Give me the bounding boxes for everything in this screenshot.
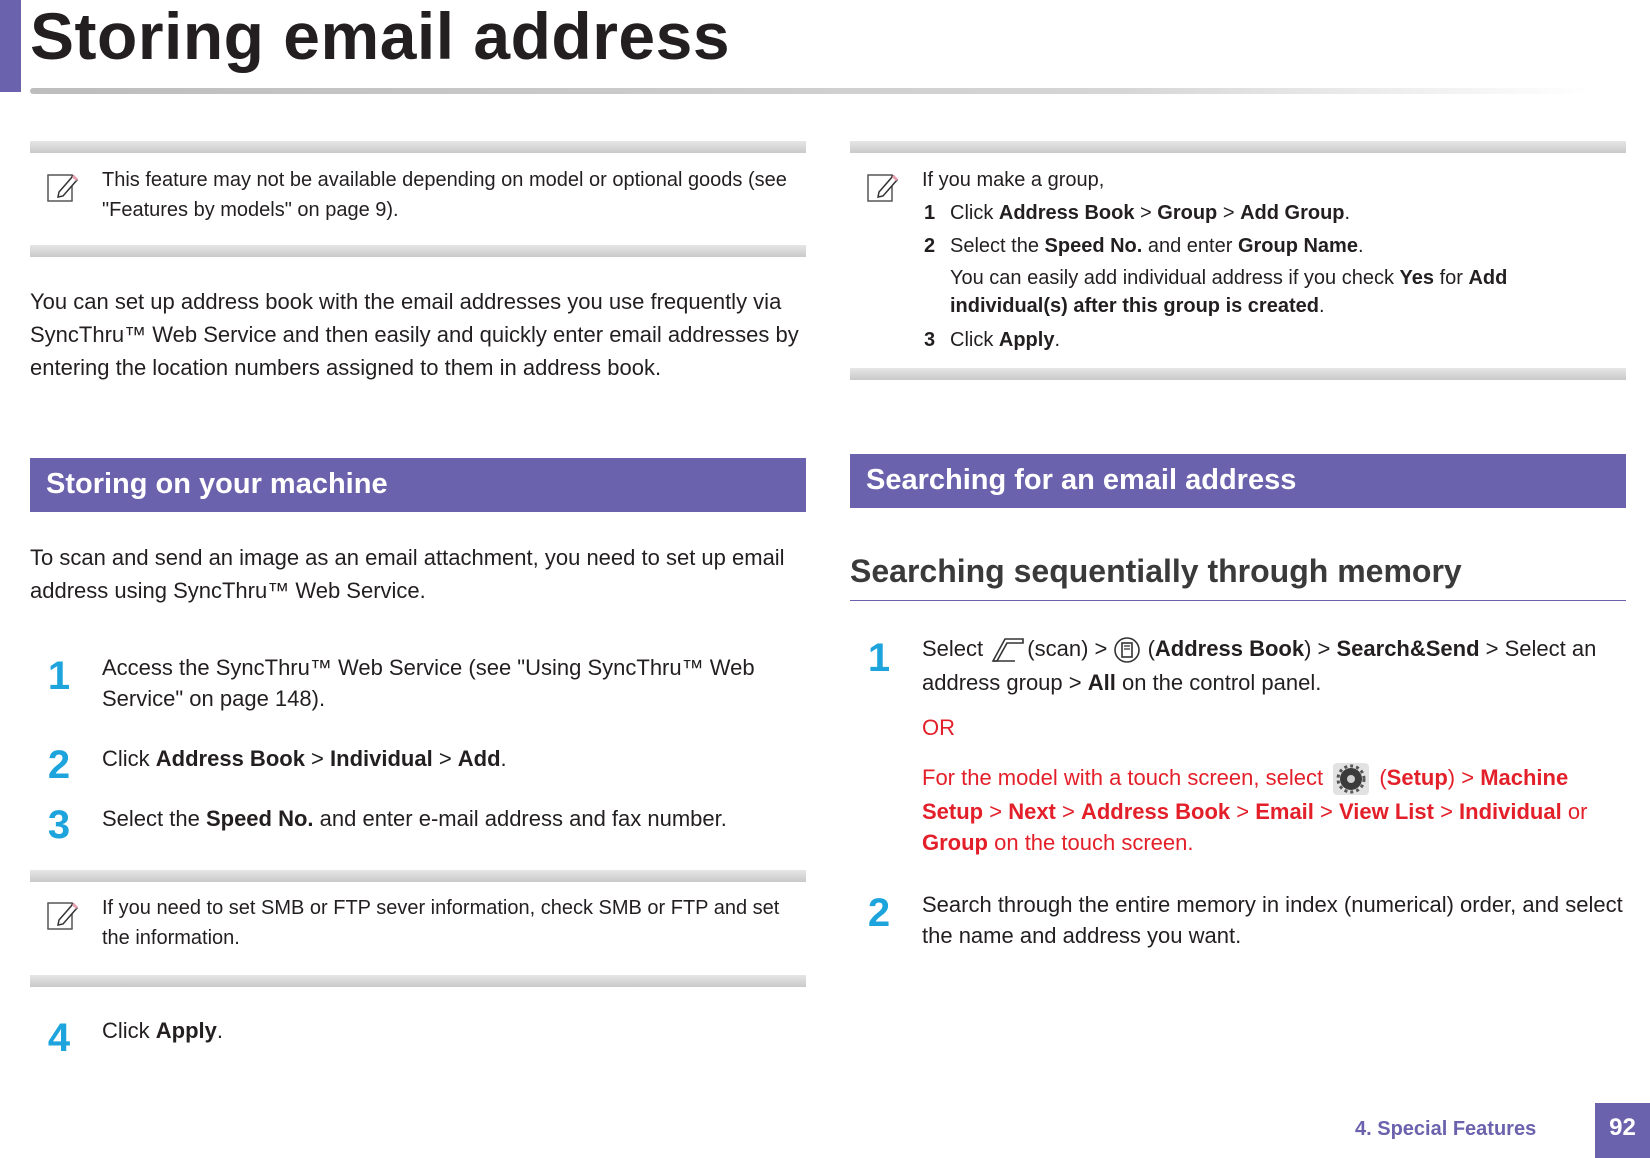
address-book-label: Address Book (155, 746, 305, 771)
note-group-intro: If you make a group, (922, 169, 1105, 191)
subsection-title: Searching sequentially through memory (850, 553, 1462, 589)
note-bottom-bar (850, 368, 1626, 380)
step-text: Select the Speed No. and enter e-mail address and fax number. (102, 806, 727, 831)
group-step: 3 Click Apply. (924, 329, 1061, 351)
step-number: 4 (47, 1016, 71, 1060)
note-pencil-icon (45, 170, 79, 204)
step-number: 3 (47, 803, 71, 847)
step-text: Select (scan) > (Address Book) > Search&Send > Select an address group > All on the control panel. (922, 633, 1622, 698)
group-step-subnote: You can easily add individual address if you check Yes for Add individual(s) after this group is created. (950, 267, 1508, 317)
step-text: Click Apply. (102, 1018, 224, 1043)
note-top-bar (30, 141, 806, 153)
step-text: Access the SyncThru™ Web Service (see "Using SyncThru™ Web Service" on page 148). (102, 655, 755, 711)
footer-chapter: 4. Special Features (1355, 1118, 1537, 1140)
page-title: Storing email address (30, 0, 731, 73)
storing-intro-paragraph: To scan and send an image as an email attachment, you need to set up email address using SyncThru™ Web Service. (30, 545, 785, 603)
step-number: 2 (867, 891, 891, 935)
note-smb-ftp: If you need to set SMB or FTP sever information, check SMB or FTP and set the information. (102, 897, 780, 949)
step-number: 1 (47, 654, 71, 698)
step-text: Click Address Book > Individual > Add. (102, 746, 507, 771)
page-number: 92 (1595, 1103, 1650, 1158)
group-step: 2 Select the Speed No. and enter Group Name. (924, 235, 1364, 257)
section-searching-email: Searching for an email address (850, 454, 1626, 508)
add-label: Add (457, 746, 501, 771)
touch-screen-instructions: For the model with a touch screen, select (Setup) > Machine Setup > Next > Address Book > Email > View List > Individual or Group on the touch screen. (922, 762, 1602, 858)
section-storing-on-machine: Storing on your machine (30, 458, 806, 512)
title-accent-bar (0, 0, 21, 92)
speed-no-label: Speed No. (205, 806, 314, 831)
note-features-availability: This feature may not be available depending on model or optional goods (see "Features by models" on page 9). (102, 169, 787, 221)
step-text: Search through the entire memory in index (numerical) order, and select the name and address you want. (922, 892, 1623, 948)
note-bottom-bar (30, 975, 806, 987)
note-top-bar (850, 141, 1626, 153)
intro-paragraph: You can set up address book with the email addresses you use frequently via SyncThru™ Web Service and then easily and quickly enter email addresses by entering the location numbers assigned to them in address book. (30, 289, 799, 380)
note-pencil-icon (45, 898, 79, 932)
step-number: 2 (47, 743, 71, 787)
group-step: 1 Click Address Book > Group > Add Group. (924, 202, 1351, 224)
step-number: 1 (867, 636, 891, 680)
note-top-bar (30, 870, 806, 882)
note-bottom-bar (30, 245, 806, 257)
apply-label: Apply (155, 1018, 217, 1043)
setup-gear-icon (1329, 762, 1373, 796)
subsection-rule (850, 600, 1626, 601)
address-book-icon (1113, 635, 1141, 665)
individual-label: Individual (330, 746, 433, 771)
or-label: OR (922, 715, 955, 740)
note-pencil-icon (865, 170, 899, 204)
title-underline (30, 88, 1590, 94)
scan-icon (989, 633, 1027, 667)
